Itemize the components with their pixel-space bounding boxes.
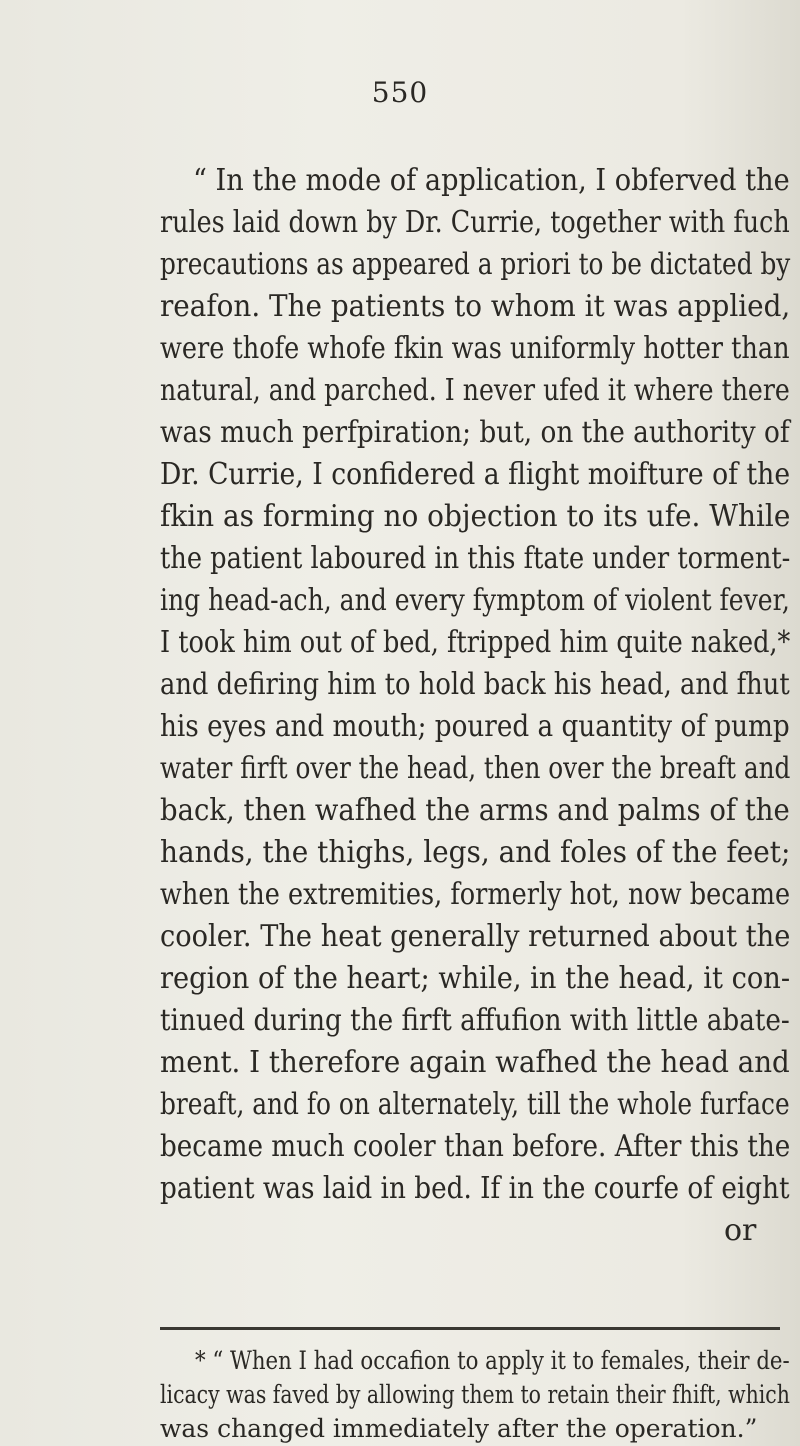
body-line: were thofe whofe fkin was uniformly hotter than: [160, 331, 790, 366]
footnote-line: * “ When I had occafion to apply it to females, their de-: [195, 1346, 790, 1375]
body-line: water firft over the head, then over the breaft and: [160, 751, 791, 786]
body-line: Dr. Currie, I confidered a flight moifture of the: [160, 457, 791, 492]
body-line: cooler. The heat generally returned about the: [160, 919, 791, 954]
body-line: rules laid down by Dr. Currie, together with fuch: [160, 205, 790, 240]
body-line: when the extremities, formerly hot, now became: [160, 877, 791, 912]
body-line: was much perfpiration; but, on the authority of: [160, 415, 790, 450]
body-line: his eyes and mouth; poured a quantity of pump: [160, 709, 790, 744]
page-number: 550: [371, 76, 429, 109]
body-line: hands, the thighs, legs, and foles of the feet;: [160, 835, 791, 870]
body-line: “ In the mode of application, I obferved the: [193, 163, 790, 198]
body-line: and defiring him to hold back his head, and fhut: [160, 667, 790, 702]
body-line: reafon. The patients to whom it was applied,: [160, 289, 791, 324]
body-line: natural, and parched. I never ufed it where there: [160, 373, 790, 408]
body-line: breaft, and fo on alternately, till the whole furface: [160, 1087, 790, 1122]
catchword: or: [724, 1213, 757, 1248]
body-line: precautions as appeared a priori to be dictated by: [160, 247, 791, 282]
body-line: back, then wafhed the arms and palms of the: [160, 793, 790, 828]
footnote-line: was changed immediately after the operation.”: [160, 1414, 758, 1443]
body-line: became much cooler than before. After this the: [160, 1129, 791, 1164]
body-line: region of the heart; while, in the head, it con-: [160, 961, 791, 996]
body-line: the patient laboured in this ftate under torment-: [160, 541, 791, 576]
footnote-rule: [160, 1327, 780, 1330]
body-line: ing head-ach, and every fymptom of violent fever,: [160, 583, 790, 618]
body-line: fkin as forming no objection to its ufe. While: [160, 499, 791, 534]
body-line: I took him out of bed, ftripped him quite naked,*: [160, 625, 791, 660]
footnote-line: licacy was faved by allowing them to retain their fhift, which: [160, 1380, 790, 1409]
body-line: patient was laid in bed. If in the courfe of eight: [160, 1171, 790, 1206]
body-line: tinued during the firft affufion with little abate-: [160, 1003, 790, 1038]
body-line: ment. I therefore again wafhed the head and: [160, 1045, 790, 1080]
